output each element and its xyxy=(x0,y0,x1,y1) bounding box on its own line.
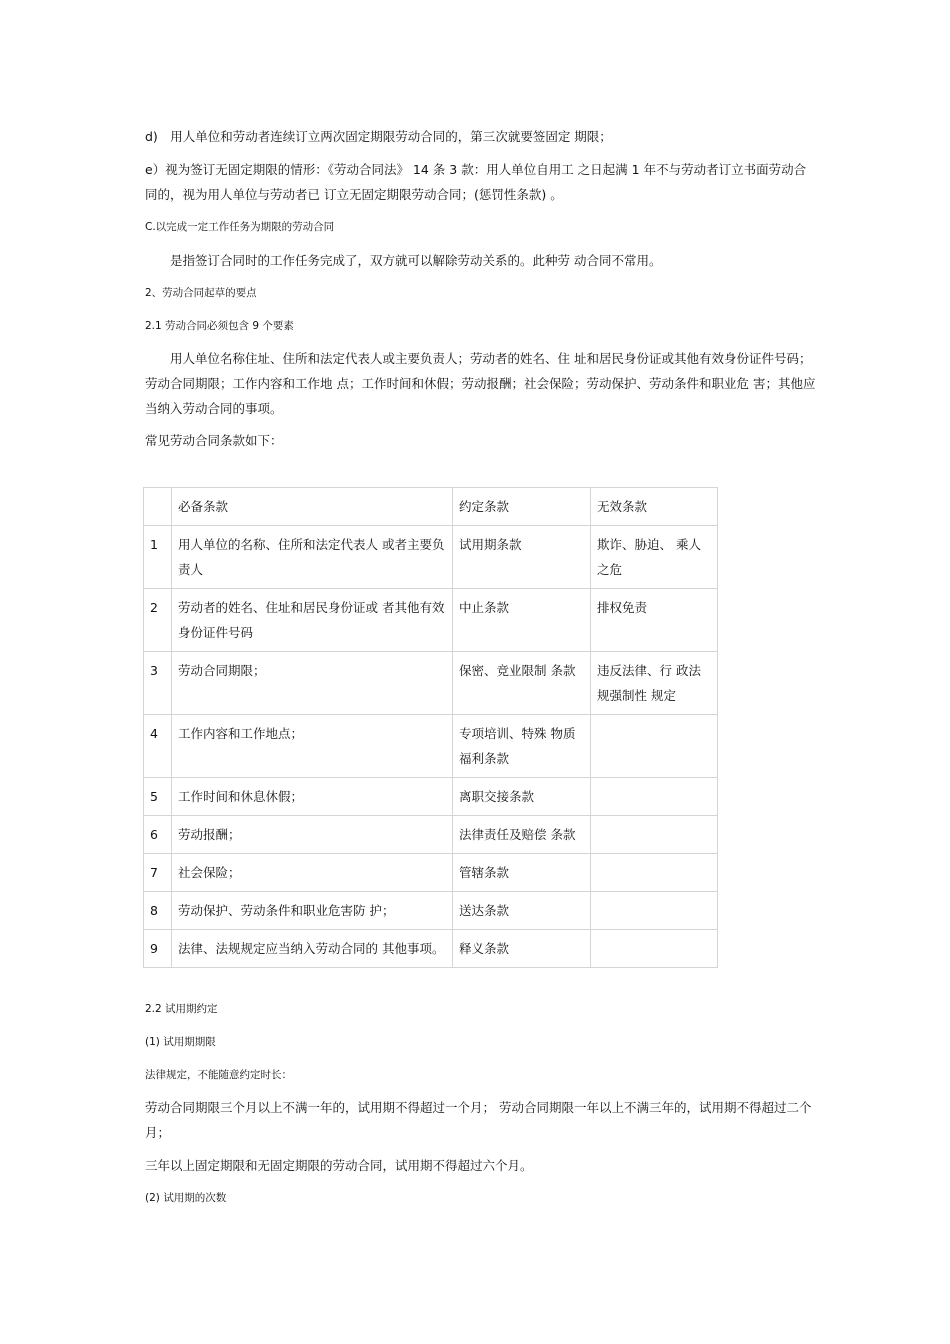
row-number: 8 xyxy=(144,892,172,930)
paragraph-trial-rule-2: 三年以上固定期限和无固定期限的劳动合同，试用期不得超过六个月。 xyxy=(145,1158,533,1173)
paragraph-item-e: e）视为签订无固定期限的情形：《劳动合同法》 14 条 3 款：用人单位自用工 之日起满 1 年不与劳动者订立书面劳动合同的，视为用人单位与劳动者已 订立无固定期限劳动合同；(惩罚性条款) 。 xyxy=(145,162,807,202)
paragraph-task-contract-body: 是指签订合同时的工作任务完成了，双方就可以解除劳动关系的。此种劳 动合同不常用。 xyxy=(170,253,662,268)
required-clause: 用人单位的名称、住所和法定代表人 或者主要负责人 xyxy=(172,526,453,589)
paragraph-trial-rule-1: 劳动合同期限三个月以上不满一年的，试用期不得超过一个月； 劳动合同期限一年以上不满三年的，试用期不得超过二个月； xyxy=(145,1100,812,1140)
row-number: 1 xyxy=(144,526,172,589)
table-row xyxy=(144,854,718,892)
table-row xyxy=(144,816,718,854)
table-row xyxy=(144,652,718,715)
required-clause: 法律、法规规定应当纳入劳动合同的 其他事项。 xyxy=(172,930,453,968)
agreed-clause: 中止条款 xyxy=(453,589,591,652)
required-clause: 劳动保护、劳动条件和职业危害防 护； xyxy=(172,892,453,930)
agreed-clause: 专项培训、特殊 物质福利条款 xyxy=(453,715,591,778)
table-header-cell xyxy=(144,488,172,526)
invalid-clause xyxy=(591,778,718,816)
subheading-trial-count: (2) 试用期的次数 xyxy=(145,1192,227,1204)
agreed-clause: 管辖条款 xyxy=(453,854,591,892)
invalid-clause xyxy=(591,854,718,892)
row-number: 6 xyxy=(144,816,172,854)
subheading-trial-duration: (1) 试用期期限 xyxy=(145,1036,216,1048)
agreed-clause: 送达条款 xyxy=(453,892,591,930)
paragraph-legal-rule: 法律规定，不能随意约定时长： xyxy=(145,1069,292,1081)
row-number: 4 xyxy=(144,715,172,778)
required-clause: 劳动者的姓名、住址和居民身份证或 者其他有效身份证件号码 xyxy=(172,589,453,652)
table-row xyxy=(144,589,718,652)
row-number: 5 xyxy=(144,778,172,816)
table-header-row xyxy=(144,488,718,526)
paragraph-item-d: d) 用人单位和劳动者连续订立两次固定期限劳动合同的，第三次就要签固定 期限； xyxy=(145,129,612,144)
table-row xyxy=(144,892,718,930)
table-row xyxy=(144,526,718,589)
section-heading-2-2: 2.2 试用期约定 xyxy=(145,1003,218,1015)
table-header-cell: 约定条款 xyxy=(453,488,591,526)
required-clause: 工作内容和工作地点； xyxy=(172,715,453,778)
required-clause: 劳动报酬； xyxy=(172,816,453,854)
invalid-clause: 违反法律、行 政法规强制性 规定 xyxy=(591,652,718,715)
paragraph-common-clauses-intro: 常见劳动合同条款如下： xyxy=(145,433,283,448)
agreed-clause: 释义条款 xyxy=(453,930,591,968)
agreed-clause: 试用期条款 xyxy=(453,526,591,589)
heading-term-task-contract: C.以完成一定工作任务为期限的劳动合同 xyxy=(145,221,335,233)
section-heading-2-1: 2.1 劳动合同必须包含 9 个要素 xyxy=(145,320,294,332)
required-clause: 社会保险； xyxy=(172,854,453,892)
invalid-clause xyxy=(591,892,718,930)
table-header-cell: 无效条款 xyxy=(591,488,718,526)
agreed-clause: 保密、竞业限制 条款 xyxy=(453,652,591,715)
table-row xyxy=(144,778,718,816)
row-number: 2 xyxy=(144,589,172,652)
table-row xyxy=(144,930,718,968)
section-heading-2: 2、劳动合同起草的要点 xyxy=(145,287,257,299)
table-header-cell: 必备条款 xyxy=(172,488,453,526)
invalid-clause xyxy=(591,930,718,968)
required-clause: 劳动合同期限； xyxy=(172,652,453,715)
row-number: 7 xyxy=(144,854,172,892)
agreed-clause: 法律责任及赔偿 条款 xyxy=(453,816,591,854)
paragraph-nine-elements: 用人单位名称住址、住所和法定代表人或主要负责人；劳动者的姓名、住 址和居民身份证或其他有效身份证件号码；劳动合同期限；工作内容和工作地 点；工作时间和休假；劳动报酬；社会保险；劳动保护、劳动条件和职业危 害；其他应当纳入劳动合同的事项。 xyxy=(145,351,816,416)
clauses-table xyxy=(143,487,718,968)
agreed-clause: 离职交接条款 xyxy=(453,778,591,816)
invalid-clause: 欺诈、胁迫、 乘人之危 xyxy=(591,526,718,589)
row-number: 3 xyxy=(144,652,172,715)
invalid-clause xyxy=(591,715,718,778)
invalid-clause xyxy=(591,816,718,854)
required-clause: 工作时间和休息休假； xyxy=(172,778,453,816)
row-number: 9 xyxy=(144,930,172,968)
table-row xyxy=(144,715,718,778)
invalid-clause: 排权免责 xyxy=(591,589,718,652)
